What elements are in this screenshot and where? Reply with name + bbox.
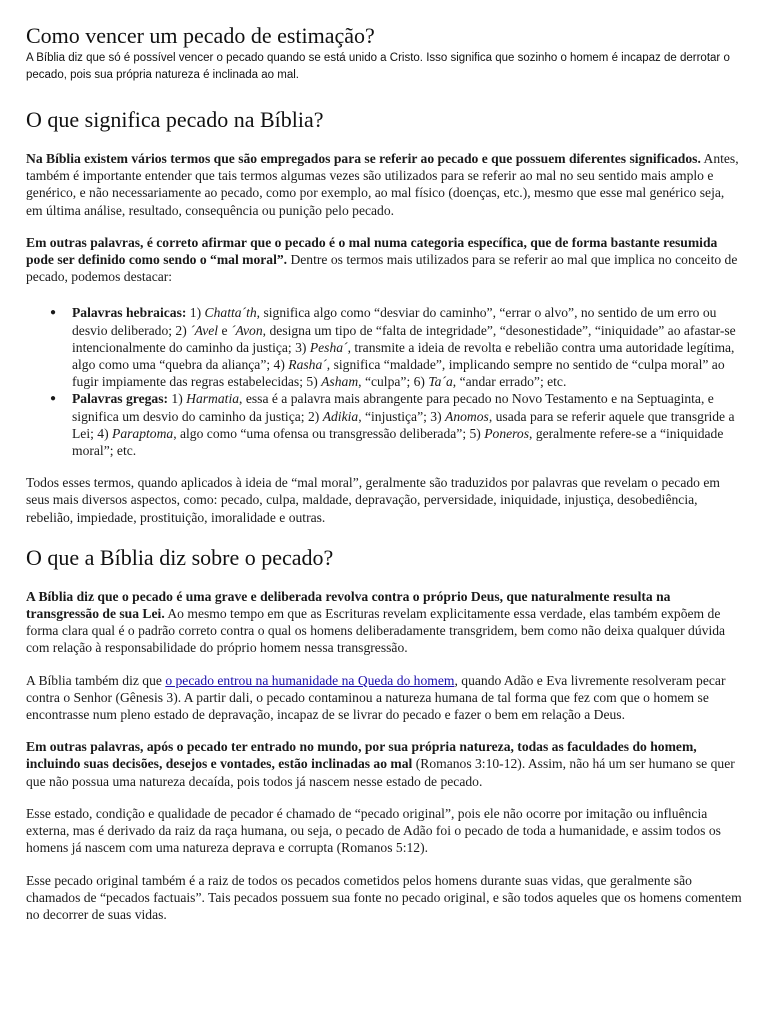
section1-paragraph-3: Todos esses termos, quando aplicados à ideia de “mal moral”, geralmente são traduzidos por palavras que revelam o pecado em seus mais diversos aspectos, como: pecado, culpa, maldade, depravação, perversidade, iniquidade, injustiça, desobediência, rebelião, impiedade, prostituição, imoralidade e outras.: [26, 475, 720, 525]
term-italic: Harmatia: [186, 391, 240, 407]
bold-text: A Bíblia diz que o pecado é uma grave e deliberada revolva contra o próprio Deus, que naturalmente resulta na transgressão de sua Lei.: [26, 588, 671, 622]
list-text: , transmite a ideia de revolta e rebelião contra uma autoridade legítima, algo como uma “quebra da aliança”; 4): [72, 339, 735, 373]
terms-list: [26, 304, 742, 459]
list-item-greek: [50, 390, 742, 459]
page-title: Como vencer um pecado de estimação?: [26, 23, 375, 48]
list-text: , geralmente refere-se a “iniquidade moral”; etc.: [72, 425, 724, 459]
bold-text: Em outras palavras, após o pecado ter entrado no mundo, por sua própria natureza, todas as faculdades do homem, incluindo suas decisões, desejos e vontades, estão inclinadas ao mal: [26, 739, 697, 772]
term-italic: Adikia: [322, 408, 359, 424]
term-italic: ´Avon: [230, 322, 263, 338]
list-text: , designa um tipo de “falta de integridade”, “desonestidade”, “iniquidade” ao afastar-se intencionalmente do caminho da justiça; 3): [72, 322, 736, 355]
term-italic: Rasha´: [288, 357, 327, 373]
intro-paragraph: A Bíblia diz que só é possível vencer o pecado quando se está unido a Cristo. Isso significa que sozinho o homem é incapaz de derrotar o pecado, pois sua própria natureza é inclinada ao mal.: [26, 52, 730, 81]
paragraph-text: (Romanos 3:10-12). Assim, não há um ser humano se quer que não possua uma natureza decaída, pois todos já nascem nesse estado de pecado.: [26, 756, 735, 789]
section2-paragraph-3: [26, 738, 742, 790]
section2-paragraph-2: [26, 672, 742, 724]
term-italic: Paraptoma: [112, 425, 174, 441]
list-text: , significa “maldade”, implicando sempre no sentido de “culpa moral” ao fugir impiamente das regras estabelecidas; 5): [72, 357, 725, 390]
section1-paragraph-2: [26, 234, 742, 286]
section-heading-biblia-diz: O que a Bíblia diz sobre o pecado?: [26, 544, 334, 570]
list-text: , “andar errado”; etc.: [452, 374, 567, 390]
term-italic: Chatta´th: [204, 305, 257, 321]
list-item-label: Palavras gregas:: [72, 391, 169, 407]
section-heading-significado: O que significa pecado na Bíblia?: [26, 107, 324, 132]
section1-paragraph-1: [26, 150, 742, 219]
paragraph-text: Dentre os termos mais utilizados para se referir ao mal que implica no conceito de pecado, podemos destacar:: [26, 252, 738, 285]
paragraph-text: , quando Adão e Eva livremente resolveram pecar contra o Senhor (Gênesis 3). A partir dali, o pecado contaminou a natureza humana de tal forma que fez com que o homem se encontrasse num pleno estado de depravação, incapaz de se livrar do pecado e fazer o bem em relação a Deus.: [26, 672, 726, 723]
section2-paragraph-5: Esse pecado original também é a raiz de todos os pecados cometidos pelos homens durante suas vidas, que geralmente são chamados de “pecados factuais”. Tais pecados possuem sua fonte no pecado original, e são todos aqueles que os homens comentem no decorrer de suas vidas.: [26, 872, 742, 922]
list-text: , essa é a palavra mais abrangente para pecado no Novo Testamento e na Septuaginta, e significa um desvio do caminho da justiça; 2): [72, 391, 714, 424]
bullet-icon: ●: [50, 307, 57, 319]
list-text: 1): [186, 305, 205, 321]
bullet-icon: ●: [50, 393, 57, 405]
term-italic: Anomos: [445, 408, 489, 424]
list-item-hebrew: [50, 304, 742, 390]
list-text: , significa algo como “desviar do caminho”, “errar o alvo”, no sentido de um erro ou desvio deliberado; 2): [72, 305, 717, 338]
paragraph-text: A Bíblia também diz que: [26, 672, 166, 688]
list-text: , “culpa”; 6): [358, 374, 429, 390]
list-text: 1): [168, 391, 187, 407]
section2-paragraph-4: Esse estado, condição e qualidade de pecador é chamado de “pecado original”, pois ele não ocorre por imitação ou influência externa, mas é derivado da raiz da raça humana, ou seja, o pecado de Adão foi o pecado de toda a humanidade, e assim todos os homens já nascem com uma natureza deprava e corrupta (Romanos 5:12).: [26, 805, 721, 856]
term-italic: Poneros: [484, 425, 530, 441]
bold-text: Na Bíblia existem vários termos que são empregados para se referir ao pecado e que possuem diferentes significados.: [26, 151, 701, 166]
paragraph-text: Ao mesmo tempo em que as Escrituras revelam explicitamente essa verdade, elas também expõem de forma clara qual é o padrão correto contra o qual os homens deliberadamente transgridem, bem como não deixa qualquer dúvida com relação à responsabilidade do próprio homem nessa transgressão.: [26, 606, 726, 656]
paragraph-text: Antes, também é importante entender que tais termos algumas vezes são utilizados para se referir ao mal no seu sentido mais amplo e genérico, e não necessariamente ao pecado, como por exemplo, ao mal físico (doenças, etc.), mesmo que esse mal genérico seja, em última análise, resultado, consequência ou punição pelo pecado.: [26, 151, 739, 218]
section2-paragraph-1: [26, 588, 742, 657]
term-italic: Ta´a: [428, 374, 453, 390]
list-text: , usada para se referir aquele que transgride a Lei; 4): [72, 408, 735, 441]
queda-do-homem-link[interactable]: o pecado entrou na humanidade na Queda do homem: [165, 672, 455, 688]
bold-text: Em outras palavras, é correto afirmar que o pecado é o mal numa categoria específica, que de forma bastante resumida pode ser definido como sendo o “mal moral”.: [26, 234, 718, 268]
term-italic: Pesha´: [309, 339, 348, 355]
term-italic: ´Avel: [190, 322, 219, 338]
list-item-label: Palavras hebraicas:: [72, 305, 187, 321]
list-text: , “injustiça”; 3): [358, 408, 446, 424]
term-italic: Asham: [321, 374, 359, 390]
list-text: e: [218, 322, 231, 338]
list-text: , algo como “uma ofensa ou transgressão deliberada”; 5): [173, 425, 485, 441]
